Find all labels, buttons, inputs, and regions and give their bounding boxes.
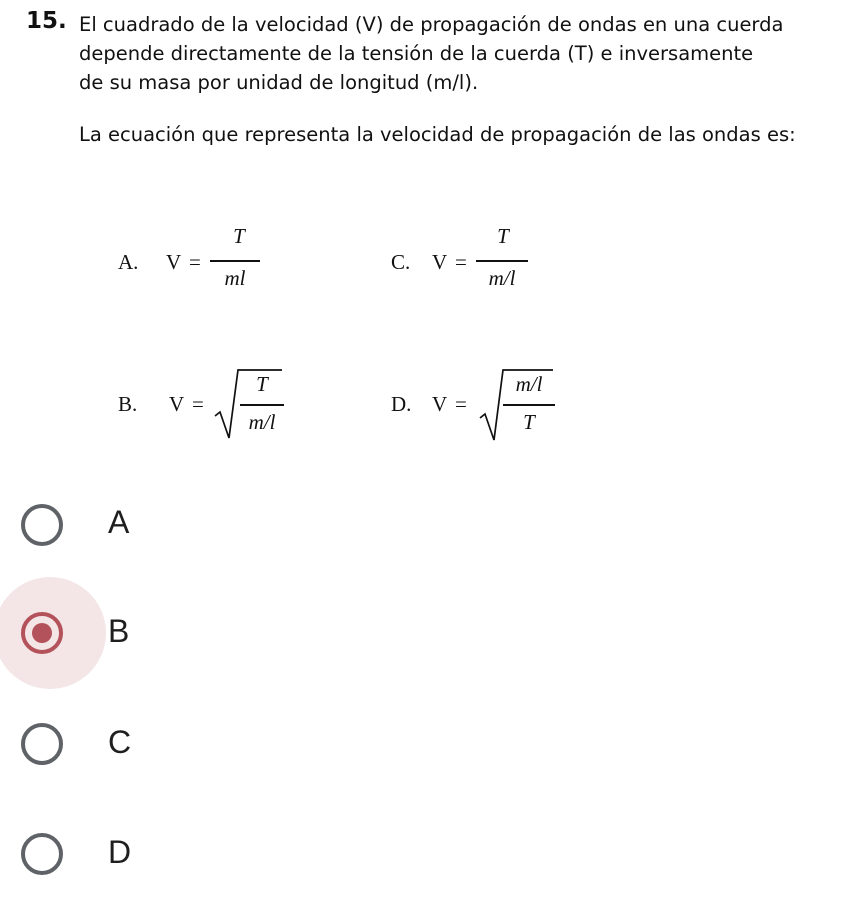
formula-numerator: T [497,224,509,248]
fraction-bar [210,260,260,262]
option-label[interactable]: C [108,724,132,760]
formula-denominator: ml [224,266,246,290]
formula-lhs: V [432,392,448,416]
radio-button[interactable] [21,723,63,765]
formula-numerator: T [233,224,245,248]
formula-numerator: m/l [515,372,543,396]
option-label[interactable]: A [108,504,130,540]
formula-numerator: T [256,372,268,396]
formula-letter: B. [118,392,138,416]
stem-line: de su masa por unidad de longitud (m/l). [79,71,479,94]
option-a[interactable] [0,468,855,578]
formula-equals: = [192,392,204,416]
formula-denominator: m/l [248,410,276,434]
formula-a [118,218,318,308]
radio-button[interactable] [21,833,63,875]
stem-line: El cuadrado de la velocidad (V) de propagación de ondas en una cuerda [79,13,784,36]
formula-letter: C. [391,250,411,274]
formula-lhs: V [169,392,185,416]
formula-lhs: V [432,250,448,274]
question-number: 15. [26,8,67,34]
formula-equals: = [455,392,467,416]
option-label[interactable]: D [108,834,132,870]
fraction-bar [503,404,555,406]
stem-line: depende directamente de la tensión de la cuerda (T) e inversamente [79,42,754,65]
formula-lhs: V [166,250,182,274]
option-c[interactable] [0,690,855,800]
option-b[interactable] [0,577,855,687]
formula-denominator: m/l [488,266,516,290]
formula-c [391,218,591,308]
question-prompt: La ecuación que representa la velocidad de propagación de las ondas es: [79,123,796,146]
formula-d [391,360,591,450]
radio-selected-dot [32,623,52,643]
formula-equals: = [455,250,467,274]
radio-button[interactable] [21,504,63,546]
formula-denominator: T [523,410,535,434]
formula-letter: A. [118,250,139,274]
formula-equals: = [189,250,201,274]
option-label[interactable]: B [108,613,130,649]
option-d[interactable] [0,800,855,910]
question-stem [79,10,849,97]
radio-button-selected[interactable] [21,612,63,654]
formula-letter: D. [391,392,412,416]
formula-b [118,360,318,450]
fraction-bar [240,404,284,406]
fraction-bar [476,260,528,262]
